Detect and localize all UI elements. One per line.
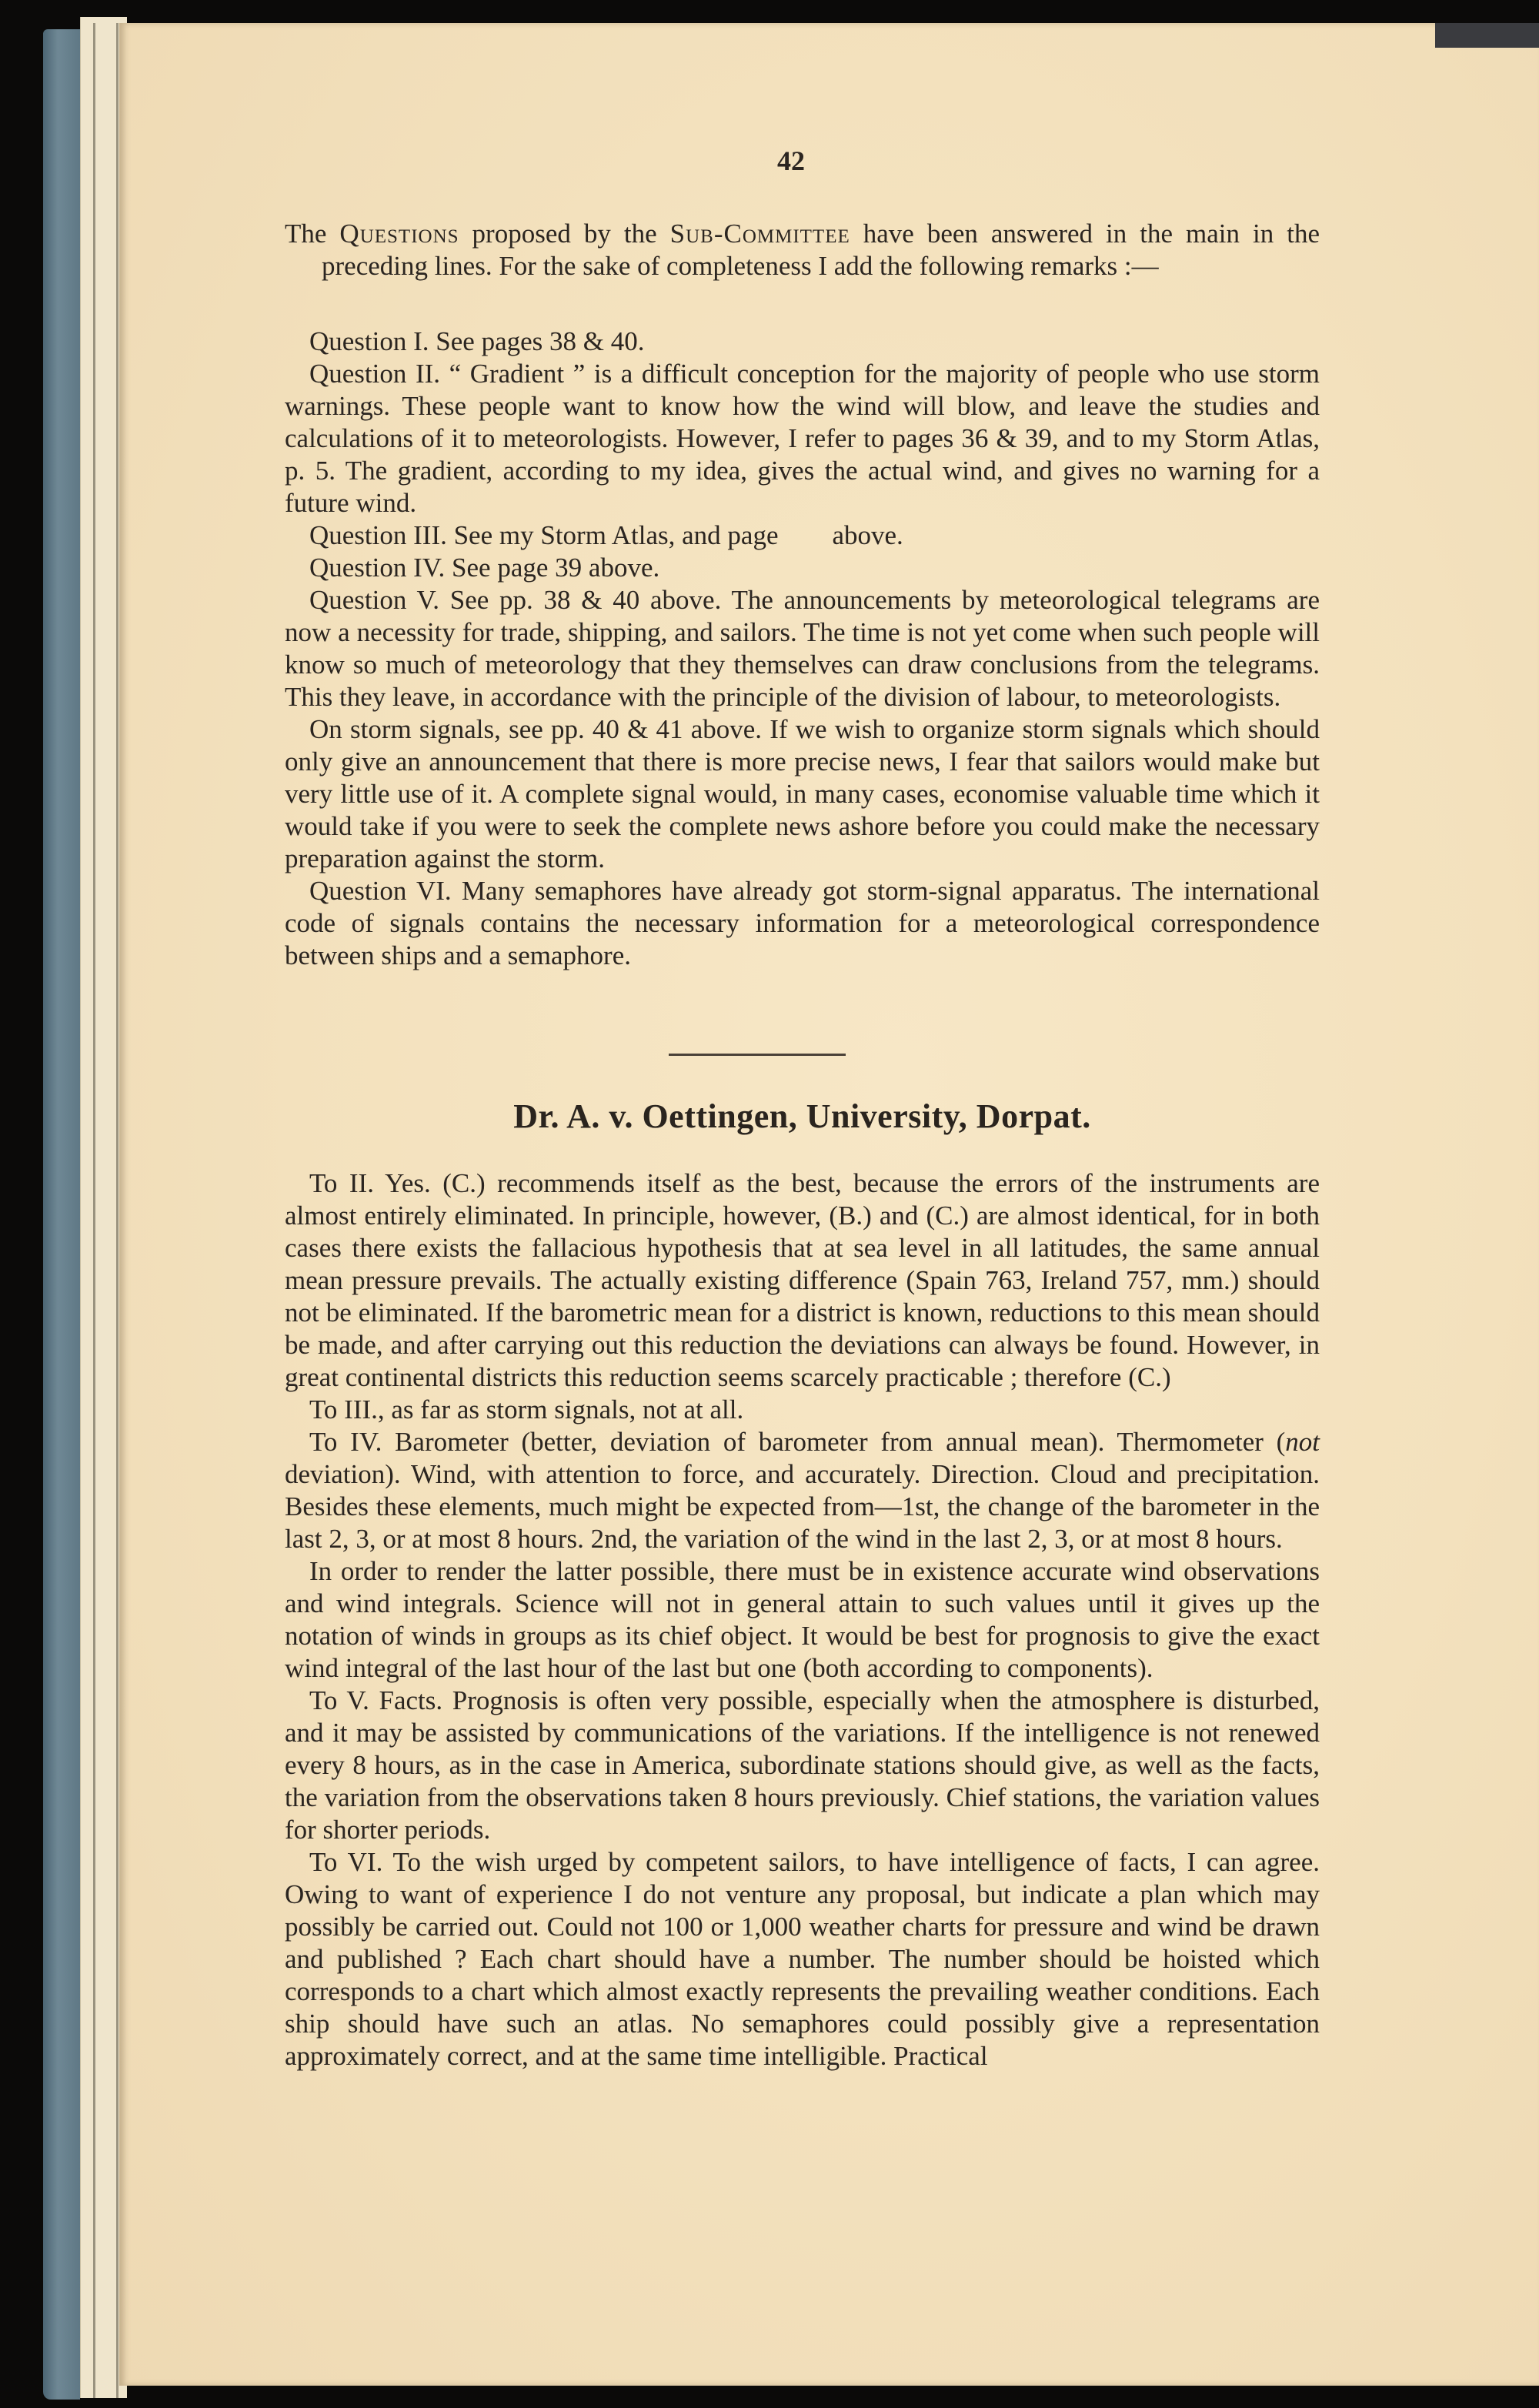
answer-paragraph-vi: To VI. To the wish urged by competent sailors, to have intelligence of facts, I can agree. Owing to want of experience I do not venture any proposal, but indicate a plan which may possibly be carried out. Could not 100 or 1,000 weather charts for pressure and wind be drawn and published ? Each chart should have a number. The number should be hoisted which corresponds to a chart which almost exactly represents the prevailing weather conditions. Each ship should have such an atlas. No semaphores could possibly give a representation approximately correct, and at the same time intelligible. Practical [285,1847,1320,2071]
storm-signals-paragraph: On storm signals, see pp. 40 & 41 above. If we wish to organize storm signals which should only give an announcement that there is more precise news, I fear that sailors would make but very little use of it. A complete signal would, in many cases, economise valuable time which it would take if you were to seek the complete news ashore before you could make the necessary preparation against the storm. [285,714,1320,873]
intro-prefix: The [285,219,340,249]
question-paragraph: Question V. See pp. 38 & 40 above. The announcements by meteorological telegrams are now a necessity for trade, shipping, and sailors. The time is not yet come when such people will know so much of meteorology that they themselves can draw conclusions from the telegrams. This they leave, in accordance with the principle of the division of labour, to meteorologists. [285,585,1320,712]
question-paragraph: Question IV. See page 39 above. [309,553,660,583]
section-divider [669,1054,846,1056]
page-number: 42 [777,145,805,176]
answer-paragraph-iii: To III., as far as storm signals, not at all. [309,1394,744,1424]
intro-questions-word: Questions [339,219,459,249]
intro-subcommittee-word: Sub-Committee [669,219,850,249]
question-paragraph: Question II. “ Gradient ” is a difficult conception for the majority of people who use storm warnings. These people want to know how the wind will blow, and leave the studies and calculations of it to meteorologists. However, I refer to pages 36 & 39, and to my Storm Atlas, p. 5. The gradient, according to my idea, gives the actual wind, and gives no warning for a future wind. [285,359,1320,518]
intro-rest: have been answered in the main in the preceding lines. For the sake of completeness I add the following remarks :— [322,219,1320,281]
answer-iv-part-b: deviation). Wind, with attention to force, and accurately. Direction. Cloud and precipitation. Besides these elements, much might be expected from—1st, the change of the barometer in the last 2, 3, or at most 8 hours. 2nd, the variation of the wind in the last 2, 3, or at most 8 hours. [285,1459,1320,1554]
answer-iv-emphasis: not [1285,1427,1320,1457]
intro-text [285,218,1320,282]
answer-paragraph-ii: To II. Yes. (C.) recommends itself as the best, because the errors of the instruments are almost entirely eliminated. In principle, however, (B.) and (C.) are almost identical, for in both cases there exists the fallacious hypothesis that at sea level in all latitudes, the same annual mean pressure prevails. The actually existing difference (Spain 763, Ireland 757, mm.) should not be eliminated. If the barometric mean for a district is known, reductions to this mean should be made, and after carrying out this reduction the deviations can always be found. However, in great continental districts this reduction seems scarcely practicable ; therefore (C.) [285,1168,1320,1392]
page-edge-line [93,23,95,2398]
intro-paragraph [285,218,1320,282]
intro-mid: proposed by the [459,219,670,249]
book-cover-spine [43,29,80,2400]
answer-paragraph-iv [285,1426,1320,1555]
background-corner [1435,23,1539,48]
answer-iv-part-a: To IV. Barometer (better, deviation of barometer from annual mean). Thermometer ( [309,1427,1286,1457]
question-paragraph: Question I. See pages 38 & 40. [309,326,645,356]
question-paragraph: Question III. See my Storm Atlas, and page above. [309,520,903,550]
answer-paragraph-v: To V. Facts. Prognosis is often very possible, especially when the atmosphere is disturbed, and it may be assisted by communications of the variations. If the intelligence is not renewed every 8 hours, as in the case in America, subordinate stations should give, as well as the facts, the variation from the observations taken 8 hours previously. Chief stations, the variation values for shorter periods. [285,1685,1320,1845]
page-edge-line [116,23,119,2398]
question-paragraph: Question VI. Many semaphores have already got storm-signal apparatus. The international code of signals contains the necessary information for a meteorological correspondence between ships and a semaphore. [285,876,1320,970]
section-heading: Dr. A. v. Oettingen, University, Dorpat. [513,1097,1091,1135]
answer-paragraph-order: In order to render the latter possible, there must be in existence accurate wind observations and wind integrals. Science will not in general attain to such values until it gives up the notation of winds in groups as its chief object. It would be best for prognosis to give the exact wind integral of the last hour of the last but one (both according to components). [285,1556,1320,1683]
answers-section [285,1167,1320,2072]
questions-list [285,326,1320,972]
